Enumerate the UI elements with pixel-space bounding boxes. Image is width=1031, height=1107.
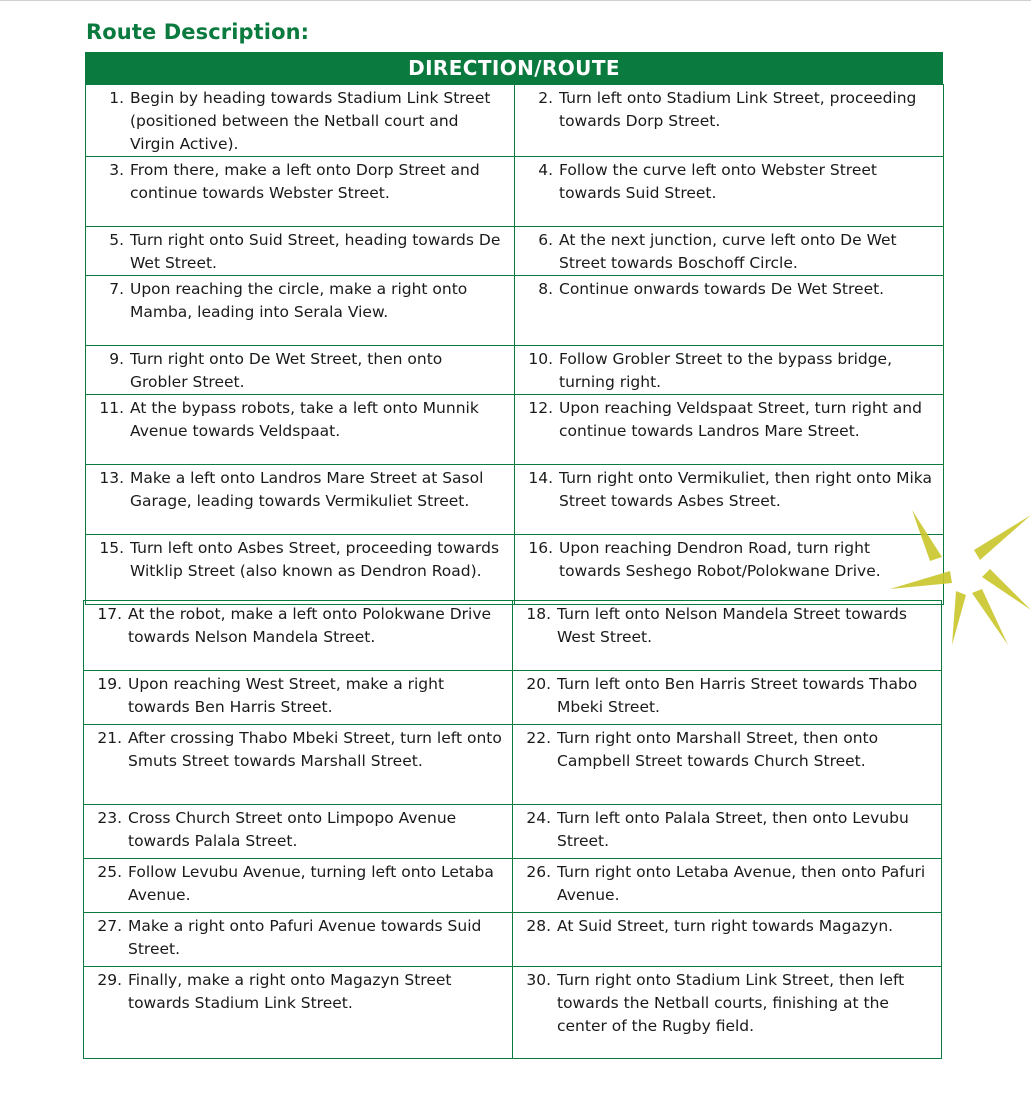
route-row: [86, 157, 944, 227]
step-number: 14.: [528, 469, 553, 487]
step-text: Begin by heading towards Stadium Link Street (positioned between the Netball court and Virgin Active).: [130, 89, 491, 153]
step-text: Upon reaching West Street, make a right towards Ben Harris Street.: [128, 675, 445, 716]
route-step: [521, 807, 931, 853]
decorative-starburst: [890, 505, 1031, 645]
route-step: [92, 807, 502, 853]
step-text: Make a right onto Pafuri Avenue towards Suid Street.: [128, 917, 482, 958]
route-step: [94, 278, 504, 324]
route-step: [92, 603, 502, 649]
route-step-cell: [84, 859, 513, 913]
step-number: 1.: [109, 89, 124, 107]
step-number: 4.: [538, 161, 553, 179]
route-row: [86, 227, 944, 276]
step-text: Continue onwards towards De Wet Street.: [559, 280, 885, 298]
route-step-cell: [515, 465, 944, 535]
route-step: [521, 727, 931, 773]
step-text: Turn left onto Palala Street, then onto Levubu Street.: [557, 809, 909, 850]
step-text: At the bypass robots, take a left onto Munnik Avenue towards Veldspaat.: [130, 399, 479, 440]
step-number: 19.: [97, 675, 122, 693]
route-step-cell: [513, 913, 942, 967]
route-step: [94, 397, 504, 443]
route-step: [521, 969, 931, 1038]
route-row: [86, 465, 944, 535]
route-step-cell: [86, 346, 515, 395]
route-step-cell: [86, 157, 515, 227]
route-step-cell: [513, 671, 942, 725]
step-number: 29.: [97, 971, 122, 989]
step-number: 10.: [528, 350, 553, 368]
step-text: Turn right onto De Wet Street, then onto Grobler Street.: [130, 350, 443, 391]
route-step: [521, 861, 931, 907]
step-text: At the robot, make a left onto Polokwane Drive towards Nelson Mandela Street.: [128, 605, 492, 646]
route-step: [523, 397, 933, 443]
route-step-cell: [86, 535, 515, 605]
route-step-cell: [86, 276, 515, 346]
route-step-cell: [513, 805, 942, 859]
route-step-cell: [513, 967, 942, 1059]
step-text: Follow the curve left onto Webster Street towards Suid Street.: [559, 161, 877, 202]
route-row: [86, 395, 944, 465]
step-number: 20.: [526, 675, 551, 693]
step-text: Turn left onto Ben Harris Street towards Thabo Mbeki Street.: [557, 675, 918, 716]
step-number: 25.: [97, 863, 122, 881]
step-number: 11.: [99, 399, 124, 417]
route-step: [94, 348, 504, 394]
step-number: 21.: [97, 729, 122, 747]
route-row: [84, 725, 942, 805]
step-text: Upon reaching Dendron Road, turn right towards Seshego Robot/Polokwane Drive.: [559, 539, 881, 580]
step-number: 18.: [526, 605, 551, 623]
step-number: 13.: [99, 469, 124, 487]
step-number: 23.: [97, 809, 122, 827]
route-step: [523, 467, 933, 513]
route-step-cell: [86, 85, 515, 157]
route-step: [94, 87, 504, 156]
step-text: Upon reaching the circle, make a right onto Mamba, leading into Serala View.: [130, 280, 468, 321]
table-header-banner: DIRECTION/ROUTE: [85, 52, 943, 84]
route-step-cell: [513, 725, 942, 805]
step-text: Follow Levubu Avenue, turning left onto Letaba Avenue.: [128, 863, 494, 904]
step-number: 2.: [538, 89, 553, 107]
step-number: 5.: [109, 231, 124, 249]
step-text: Turn left onto Stadium Link Street, proceeding towards Dorp Street.: [559, 89, 917, 130]
step-text: Make a left onto Landros Mare Street at Sasol Garage, leading towards Vermikuliet Street.: [130, 469, 484, 510]
step-number: 9.: [109, 350, 124, 368]
route-row: [84, 859, 942, 913]
route-step-cell: [515, 157, 944, 227]
step-text: Turn right onto Marshall Street, then onto Campbell Street towards Church Street.: [557, 729, 879, 770]
step-number: 28.: [526, 917, 551, 935]
step-number: 16.: [528, 539, 553, 557]
step-text: Upon reaching Veldspaat Street, turn right and continue towards Landros Mare Street.: [559, 399, 922, 440]
route-row: [86, 346, 944, 395]
step-number: 27.: [97, 917, 122, 935]
step-number: 3.: [109, 161, 124, 179]
route-step-cell: [84, 913, 513, 967]
step-text: Cross Church Street onto Limpopo Avenue towards Palala Street.: [128, 809, 457, 850]
route-step: [92, 969, 502, 1015]
route-row: [84, 967, 942, 1059]
step-text: Finally, make a right onto Magazyn Street towards Stadium Link Street.: [128, 971, 452, 1012]
step-number: 26.: [526, 863, 551, 881]
route-step-cell: [86, 227, 515, 276]
step-text: After crossing Thabo Mbeki Street, turn left onto Smuts Street towards Marshall Street.: [128, 729, 502, 770]
route-row: [86, 276, 944, 346]
route-row: [84, 805, 942, 859]
step-text: Turn left onto Nelson Mandela Street towards West Street.: [557, 605, 907, 646]
route-step-cell: [515, 395, 944, 465]
route-step: [523, 229, 933, 275]
route-step: [94, 159, 504, 205]
step-number: 6.: [538, 231, 553, 249]
route-step: [92, 673, 502, 719]
route-step-cell: [86, 395, 515, 465]
route-step-cell: [513, 859, 942, 913]
step-text: Turn right onto Suid Street, heading towards De Wet Street.: [130, 231, 501, 272]
route-row: [86, 85, 944, 157]
route-step: [94, 467, 504, 513]
route-step-cell: [515, 535, 944, 605]
route-row: [84, 671, 942, 725]
top-divider: [0, 0, 1031, 1]
route-step-cell: [86, 465, 515, 535]
step-number: 8.: [538, 280, 553, 298]
route-step-cell: [84, 725, 513, 805]
step-text: Turn right onto Stadium Link Street, then left towards the Netball courts, finishing at the center of the Rugby field.: [557, 971, 905, 1035]
route-step: [521, 603, 931, 649]
page-title: Route Description:: [86, 20, 310, 44]
step-number: 7.: [109, 280, 124, 298]
route-row: [84, 601, 942, 671]
route-step: [523, 159, 933, 205]
route-step-cell: [84, 671, 513, 725]
route-step: [521, 673, 931, 719]
step-number: 30.: [526, 971, 551, 989]
route-step: [94, 537, 504, 583]
step-number: 17.: [97, 605, 122, 623]
step-number: 22.: [526, 729, 551, 747]
step-number: 24.: [526, 809, 551, 827]
route-step: [92, 861, 502, 907]
route-step-cell: [515, 85, 944, 157]
step-text: Follow Grobler Street to the bypass bridge, turning right.: [559, 350, 893, 391]
route-step-cell: [515, 346, 944, 395]
route-step-cell: [84, 601, 513, 671]
route-step-cell: [515, 276, 944, 346]
route-step-cell: [513, 601, 942, 671]
step-text: Turn right onto Letaba Avenue, then onto Pafuri Avenue.: [557, 863, 926, 904]
step-text: Turn left onto Asbes Street, proceeding towards Witklip Street (also known as Dendron Road).: [130, 539, 500, 580]
route-step: [521, 915, 931, 938]
route-table-upper: [85, 84, 944, 605]
route-step-cell: [84, 967, 513, 1059]
route-step-cell: [84, 805, 513, 859]
route-step: [523, 278, 933, 301]
step-text: At the next junction, curve left onto De Wet Street towards Boschoff Circle.: [559, 231, 897, 272]
route-step: [523, 348, 933, 394]
step-number: 12.: [528, 399, 553, 417]
route-step: [92, 727, 502, 773]
step-text: Turn right onto Vermikuliet, then right onto Mika Street towards Asbes Street.: [559, 469, 932, 510]
route-step-cell: [515, 227, 944, 276]
route-row: [84, 913, 942, 967]
route-step: [523, 537, 933, 583]
step-number: 15.: [99, 539, 124, 557]
route-step: [94, 229, 504, 275]
step-text: From there, make a left onto Dorp Street and continue towards Webster Street.: [130, 161, 480, 202]
step-text: At Suid Street, turn right towards Magazyn.: [557, 917, 894, 935]
route-step: [523, 87, 933, 133]
route-row: [86, 535, 944, 605]
route-table-lower: [83, 600, 942, 1059]
route-step: [92, 915, 502, 961]
